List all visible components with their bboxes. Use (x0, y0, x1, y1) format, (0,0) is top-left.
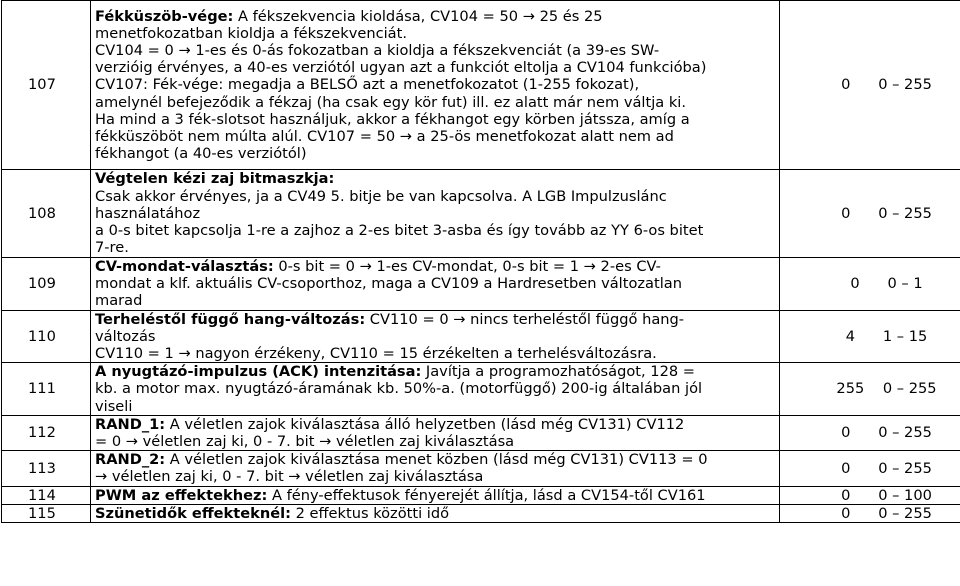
line-text: fékhangot (a 40-es verziótól) (95, 145, 307, 163)
line-text: 7-re. (95, 239, 129, 257)
cv-value-range: 0 0 – 255 (780, 415, 960, 450)
description-line (95, 59, 775, 76)
cv-description (91, 363, 780, 416)
cv-number: 115 (2, 504, 91, 522)
cv-number: 109 (2, 258, 91, 311)
cv-value-range: 0 0 – 255 (780, 504, 960, 522)
cv-number: 107 (2, 1, 91, 170)
cv-term: Szünetidők effekteknél: (95, 504, 291, 522)
line-text: menetfokozatban kioldja a fékszekvenciát. (95, 24, 407, 42)
line-text: viseli (95, 397, 133, 415)
cv-table (1, 0, 960, 523)
cv-term: A nyugtázó-impulzus (ACK) intenzitása: (95, 363, 422, 381)
cv-number: 110 (2, 310, 91, 363)
table-row (2, 1, 960, 170)
cv-value-range: 255 0 – 255 (780, 363, 960, 416)
description-line (95, 128, 775, 145)
cv-value-range: 4 1 – 15 (780, 310, 960, 363)
table-row (2, 415, 960, 450)
description-line (95, 111, 775, 128)
description-line (95, 222, 775, 239)
description-line (95, 311, 775, 328)
cv-number: 111 (2, 363, 91, 416)
description-line (95, 145, 775, 162)
line-text: mondat a klf. aktuális CV-csoporthoz, maga a CV109 a Hardresetben változatlan (95, 275, 682, 293)
line-text: A véletlen zajok kiválasztása menet közben (lásd még CV131) CV113 = 0 (165, 451, 708, 469)
cv-table-body (2, 1, 960, 523)
line-text: CV107: Fék-vége: megadja a BELSŐ azt a menetfokozatot (1-255 fokozat), (95, 76, 640, 94)
cv-description (91, 310, 780, 363)
description-line (95, 363, 775, 380)
line-text: használatához (95, 204, 201, 222)
cv-value-range: 0 0 – 255 (780, 1, 960, 170)
cv-number: 114 (2, 486, 91, 504)
description-line (95, 328, 775, 345)
table-row (2, 363, 960, 416)
description-line (95, 487, 775, 504)
description-line (95, 398, 775, 415)
cv-description (91, 504, 780, 522)
description-line (95, 275, 775, 292)
line-text: marad (95, 292, 143, 310)
description-line (95, 239, 775, 256)
description-line (95, 433, 775, 450)
cv-term: Fékküszöb-vége: (95, 7, 234, 25)
description-line (95, 451, 775, 468)
cv-description (91, 170, 780, 258)
cv-number: 112 (2, 415, 91, 450)
line-text: változás (95, 327, 156, 345)
line-text: A fény-effektusok fényerejét állítja, lásd a CV154-től CV161 (267, 486, 706, 504)
line-text: fékküszöböt nem múlta alúl. CV107 = 50 → a 25-ös menetfokozat alatt nem ad (95, 128, 674, 145)
line-text: kb. a motor max. nyugtázó-áramának kb. 50%-a. (motorfüggő) 200-ig általában jól (95, 380, 703, 398)
description-line (95, 416, 775, 433)
cv-description (91, 415, 780, 450)
table-row (2, 170, 960, 258)
description-line (95, 76, 775, 93)
line-text: Ha mind a 3 fék-slotsot használjuk, akkor a fékhangot egy körben játssza, amíg a (95, 110, 690, 128)
description-line (95, 505, 775, 522)
cv-value-range: 0 0 – 1 (780, 258, 960, 311)
cv-term: Terheléstől függő hang-változás: (95, 310, 366, 328)
cv-value-range: 0 0 – 100 (780, 486, 960, 504)
description-line (95, 42, 775, 59)
cv-term: RAND_1: (95, 415, 166, 433)
line-text: 0-s bit = 0 → 1-es CV-mondat, 0-s bit = 1 → 2-es CV- (273, 258, 661, 275)
description-line (95, 205, 775, 222)
table-row (2, 504, 960, 522)
line-text: CV104 = 0 → 1-es és 0-ás fokozatban a kioldja a fékszekvenciát (a 39-es SW- (95, 41, 660, 59)
cv-description (91, 486, 780, 504)
cv-number: 113 (2, 451, 91, 486)
line-text: Javítja a programozhatóságot, 128 = (421, 363, 696, 381)
line-text: Csak akkor érvényes, ja a CV49 5. bitje be van kapcsolva. A LGB Impulzuslánc (95, 187, 667, 205)
cv-term: RAND_2: (95, 451, 166, 469)
cv-description (91, 451, 780, 486)
line-text: A fékszekvencia kioldása, CV104 = 50 → 25 és 25 (233, 7, 603, 25)
table-row (2, 451, 960, 486)
line-text: → véletlen zaj ki, 0 - 7. bit → véletlen zaj kiválasztása (95, 468, 484, 486)
cv-value-range: 0 0 – 255 (780, 451, 960, 486)
line-text: CV110 = 0 → nincs terheléstől függő hang- (365, 310, 685, 328)
description-line (95, 292, 775, 309)
table-row (2, 486, 960, 504)
description-line (95, 258, 775, 275)
description-line (95, 25, 775, 42)
description-line (95, 170, 775, 187)
cv-term: PWM az effektekhez: (95, 486, 268, 504)
line-text: CV110 = 1 → nagyon érzékeny, CV110 = 15 érzékelten a terhelésváltozásra. (95, 345, 657, 363)
description-line (95, 345, 775, 362)
line-text: verzióig érvényes, a 40-es verziótól ugyan azt a funkciót eltolja a CV104 funkcióba) (95, 59, 707, 77)
table-row (2, 258, 960, 311)
description-line (95, 468, 775, 485)
cv-description (91, 1, 780, 170)
line-text: A véletlen zajok kiválasztása álló helyzetben (lásd még CV131) CV112 (165, 415, 685, 433)
description-line (95, 380, 775, 397)
line-text: a 0-s bitet kapcsolja 1-re a zajhoz a 2-es bitet 3-asba és így tovább az YY 6-os bitet (95, 222, 704, 240)
cv-value-range: 0 0 – 255 (780, 170, 960, 258)
table-row (2, 310, 960, 363)
cv-number: 108 (2, 170, 91, 258)
line-text: = 0 → véletlen zaj ki, 0 - 7. bit → véletlen zaj kiválasztása (95, 433, 515, 451)
cv-description (91, 258, 780, 311)
cv-term: CV-mondat-választás: (95, 258, 274, 275)
description-line (95, 94, 775, 111)
cv-term: Végtelen kézi zaj bitmaszkja: (95, 170, 335, 188)
description-line (95, 188, 775, 205)
description-line (95, 8, 775, 25)
line-text: 2 effektus közötti idő (290, 504, 450, 522)
line-text: amelynél befejeződik a fékzaj (ha csak egy kör fut) ill. ez alatt már nem váltja ki. (95, 93, 686, 111)
